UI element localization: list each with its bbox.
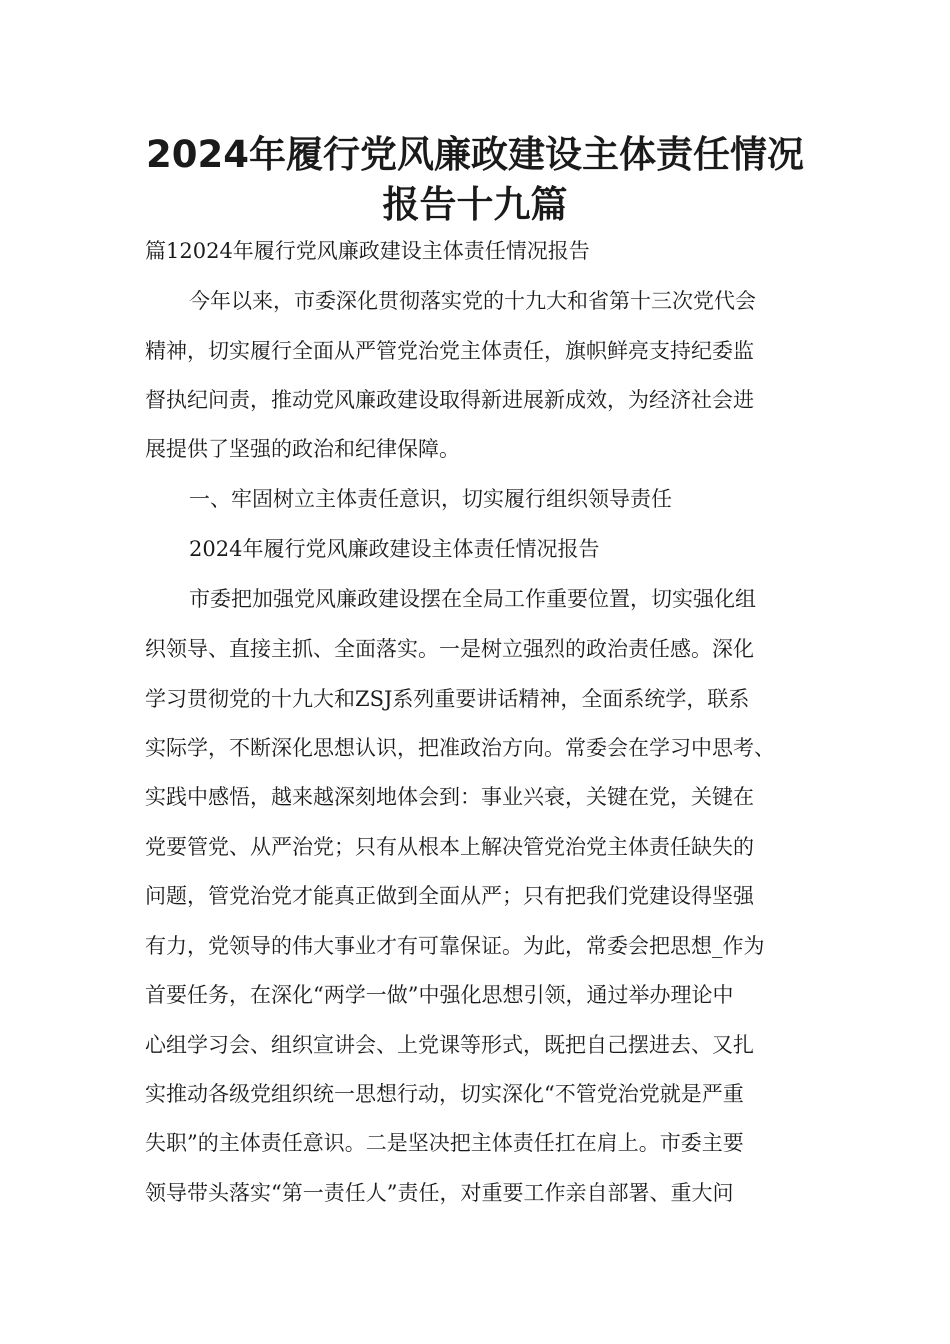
document-title-line-1: 2024年履行党风廉政建设主体责任情况 — [146, 133, 804, 176]
paragraph-line: 失职”的主体责任意识。二是坚决把主体责任扛在肩上。市委主要 — [145, 1131, 744, 1155]
paragraph-line: 有力，党领导的伟大事业才有可靠保证。为此，常委会把思想_作为 — [145, 934, 765, 958]
paragraph-line: 精神，切实履行全面从严管党治党主体责任，旗帜鲜亮支持纪委监 — [145, 339, 754, 363]
section-heading: 篇12024年履行党风廉政建设主体责任情况报告 — [145, 239, 590, 263]
paragraph-line: 实推动各级党组织统一思想行动，切实深化“不管党治党就是严重 — [145, 1082, 744, 1106]
paragraph-line: 市委把加强党风廉政建设摆在全局工作重要位置，切实强化组 — [189, 587, 756, 611]
paragraph-line: 党要管党、从严治党；只有从根本上解决管党治党主体责任缺失的 — [145, 835, 754, 859]
paragraph-line: 督执纪问责，推动党风廉政建设取得新进展新成效，为经济社会进 — [145, 388, 754, 412]
paragraph-line: 织领导、直接主抓、全面落实。一是树立强烈的政治责任感。深化 — [145, 637, 754, 661]
subheading-line: 2024年履行党风廉政建设主体责任情况报告 — [189, 537, 600, 561]
paragraph-line: 今年以来，市委深化贯彻落实党的十九大和省第十三次党代会 — [189, 289, 756, 313]
paragraph-line: 学习贯彻党的十九大和ZSJ系列重要讲话精神，全面系统学，联系 — [145, 687, 750, 711]
paragraph-line: 心组学习会、组织宣讲会、上党课等形式，既把自己摆进去、又扎 — [145, 1033, 754, 1057]
paragraph-line: 实际学，不断深化思想认识，把准政治方向。常委会在学习中思考、 — [145, 736, 775, 760]
document-title-line-2: 报告十九篇 — [382, 183, 568, 226]
paragraph-line: 首要任务，在深化“两学一做”中强化思想引领，通过举办理论中 — [145, 983, 734, 1007]
paragraph-line: 实践中感悟，越来越深刻地体会到：事业兴衰，关键在党，关键在 — [145, 785, 754, 809]
paragraph-line: 问题，管党治党才能真正做到全面从严；只有把我们党建设得坚强 — [145, 884, 754, 908]
paragraph-line: 领导带头落实“第一责任人”责任，对重要工作亲自部署、重大问 — [145, 1181, 734, 1205]
paragraph-line: 展提供了坚强的政治和纪律保障。 — [145, 437, 460, 461]
subheading-line: 一、牢固树立主体责任意识，切实履行组织领导责任 — [189, 487, 672, 511]
